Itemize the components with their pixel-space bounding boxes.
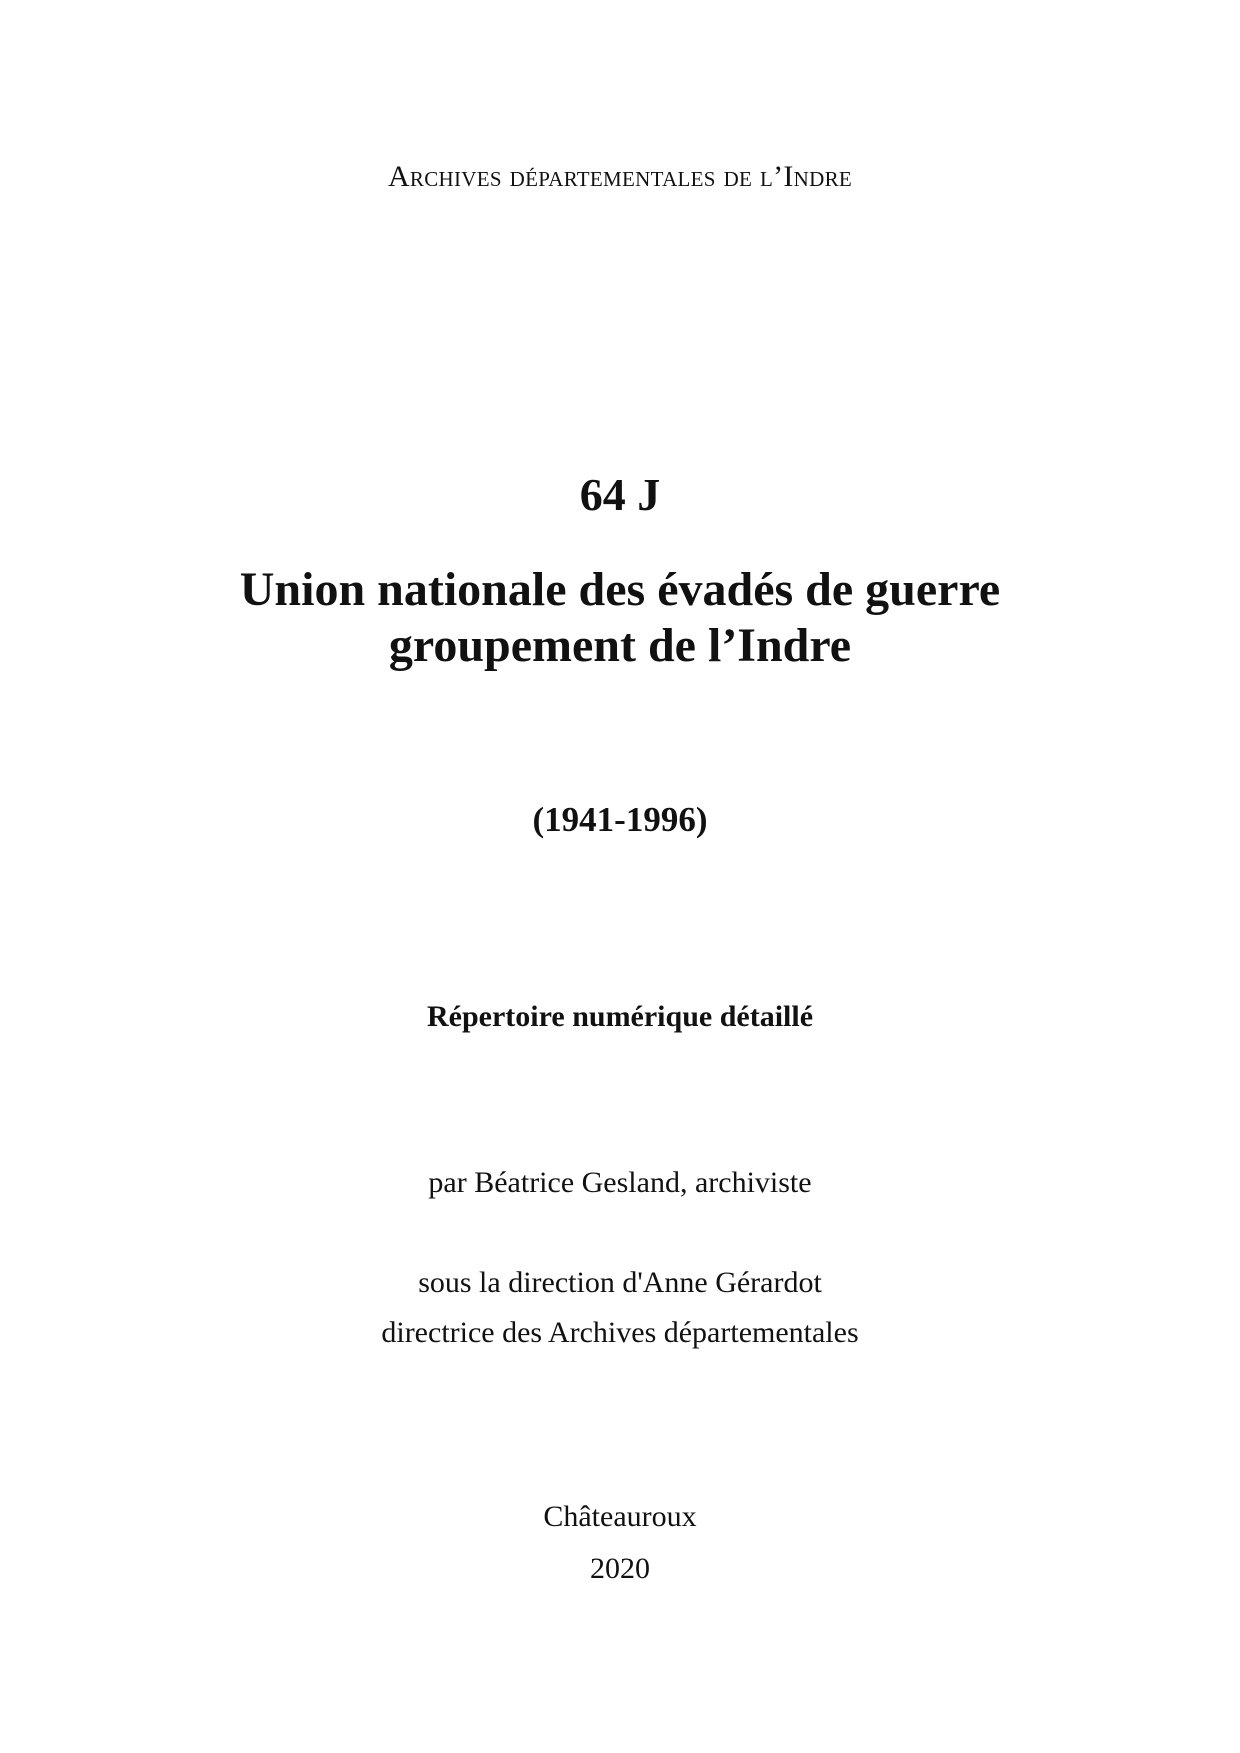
document-title-line-2: groupement de l’Indre bbox=[388, 619, 852, 672]
institution-header: Archives départementales de l’Indre bbox=[387, 160, 853, 193]
date-range: (1941-1996) bbox=[532, 800, 708, 839]
direction-credit-line-1: sous la direction d'Anne Gérardot bbox=[418, 1266, 822, 1299]
fonds-code: 64 J bbox=[579, 469, 661, 520]
author-credit: par Béatrice Gesland, archiviste bbox=[428, 1166, 812, 1199]
direction-credit-line-2: directrice des Archives départementales bbox=[381, 1316, 859, 1349]
document-type: Répertoire numérique détaillé bbox=[426, 1000, 814, 1033]
publication-year: 2020 bbox=[590, 1552, 650, 1585]
document-title-line-1: Union nationale des évadés de guerre bbox=[239, 563, 1001, 616]
publication-place: Châteauroux bbox=[543, 1500, 697, 1533]
